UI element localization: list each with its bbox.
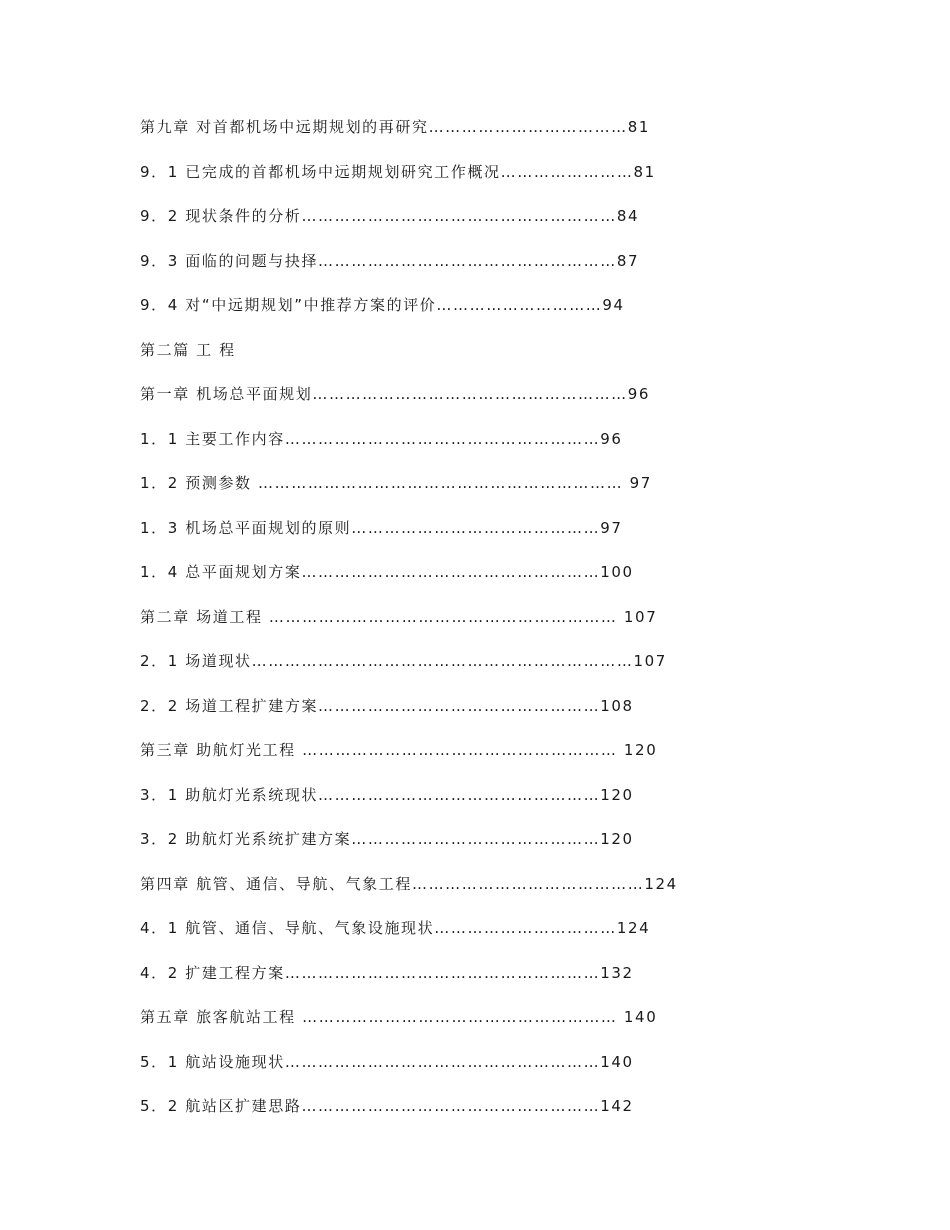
toc-entry-4-2: 4．2 扩建工程方案…………………………………………………132 [140,963,634,982]
toc-entry-9-3: 9．3 面临的问题与抉择………………………………………………87 [140,251,640,270]
toc-entry-3-2: 3．2 助航灯光系统扩建方案………………………………………120 [140,830,634,848]
toc-entry-2-2: 2．2 场道工程扩建方案……………………………………………108 [140,696,634,715]
toc-entry-1-2: 1．2 预测参数 ………………………………………………………… 97 [140,474,652,492]
toc-entry-5-1: 5．1 航站设施现状…………………………………………………140 [140,1052,634,1071]
toc-entry-9-2: 9．2 现状条件的分析…………………………………………………84 [140,207,640,225]
toc-entry-1-1: 1．1 主要工作内容…………………………………………………96 [140,429,623,448]
toc-entry-9: 第九章 对首都机场中远期规划的再研究………………………………81 [140,118,651,136]
toc-entry-2-1: 2．1 场道现状……………………………………………………………107 [140,652,667,670]
toc-entry-1: 第一章 机场总平面规划…………………………………………………96 [140,385,651,403]
toc-entry-3: 第三章 助航灯光工程 ………………………………………………… 120 [140,741,658,759]
toc-entry-1-3: 1．3 机场总平面规划的原则………………………………………97 [140,518,623,537]
toc-entry-9-4: 9．4 对“中远期规划”中推荐方案的评价…………………………94 [140,296,625,314]
toc-entry-4: 第四章 航管、通信、导航、气象工程……………………………………124 [140,874,678,893]
toc-entry-9-1: 9．1 已完成的首都机场中远期规划研究工作概况……………………81 [140,162,656,181]
toc-entry-1-4: 1．4 总平面规划方案………………………………………………100 [140,563,634,581]
toc-part-heading: 第二篇 工 程 [140,340,236,359]
toc-entry-3-1: 3．1 助航灯光系统现状……………………………………………120 [140,785,634,804]
toc-entry-2: 第二章 场道工程 ……………………………………………………… 107 [140,607,658,626]
toc-entry-5-2: 5．2 航站区扩建思路………………………………………………142 [140,1097,634,1115]
table-of-contents [140,114,840,1138]
toc-entry-5: 第五章 旅客航站工程 ………………………………………………… 140 [140,1008,658,1026]
toc-entry-4-1: 4．1 航管、通信、导航、气象设施现状……………………………124 [140,919,651,937]
